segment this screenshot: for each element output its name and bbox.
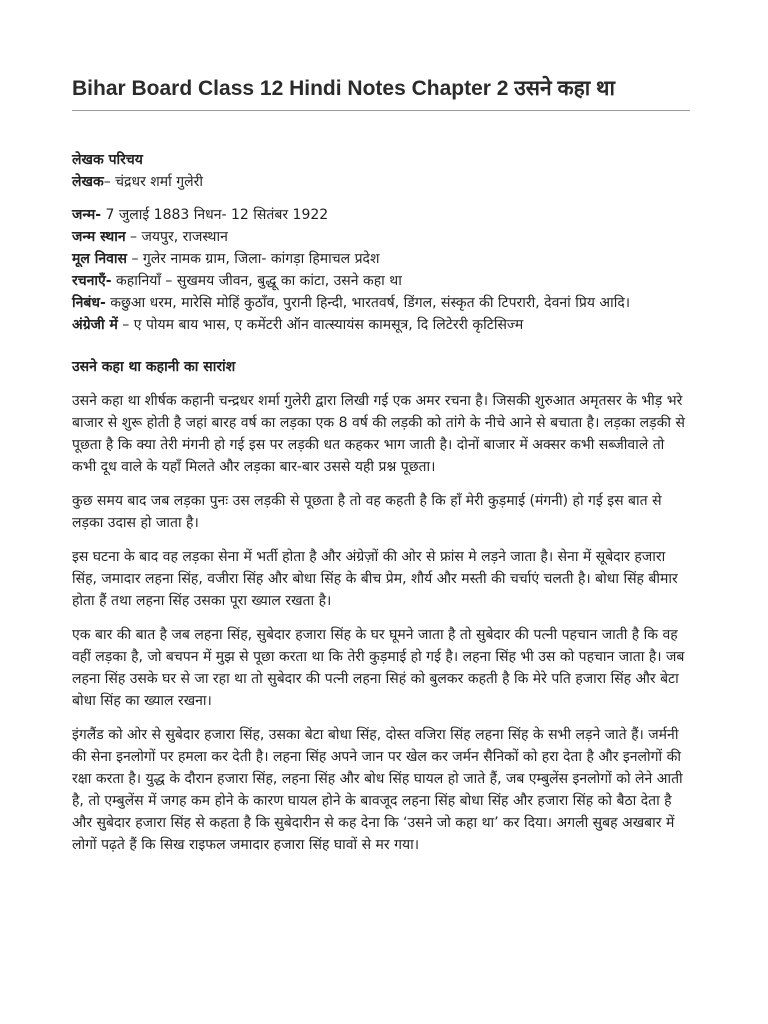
essays-label: निबंध- xyxy=(72,295,106,311)
summary-paragraph: कुछ समय बाद जब लड़का पुनः उस लड़की से पूछता है तो वह कहती है कि हाँ मेरी कुड़माई (मंगनी) हो गई इस बात से लड़का उदास हो जाता है। xyxy=(72,493,662,531)
native-value: – गुलेर नामक ग्राम, जिला- कांगड़ा हिमाचल प्रदेश xyxy=(127,251,380,267)
summary-heading: उसने कहा था कहानी का सारांश xyxy=(72,359,236,375)
document-page xyxy=(72,0,690,868)
native-line xyxy=(72,248,690,270)
birthplace-value: – जयपुर, राजस्थान xyxy=(125,229,228,245)
title-divider xyxy=(72,110,690,111)
birth-label: जन्म- xyxy=(72,207,102,223)
page-title: Bihar Board Class 12 Hindi Notes Chapter 2 उसने कहा था xyxy=(72,77,615,100)
birthplace-line xyxy=(72,226,690,248)
summary-paragraph: इंगलैंड को ओर से सुबेदार हजारा सिंह, उसका बेटा बोधा सिंह, दोस्त वजिरा सिंह लहना सिंह के सभी लड़ने जाते हैं। जर्मनी की सेना इनलोगों पर हमला कर देती है। लहना सिंह अपने जान पर खेल कर जर्मन सैनिकों को हरा देता है और इनलोगों की रक्षा करता है। युद्ध के दौरान हजारा सिंह, लहना सिंह और बोध सिंह घायल हो जाते हैं, जब एम्बुलेंस इनलोगों को लेने आती है, तो एम्बुलेंस में जगह कम होने के कारण घायल होने के बावजूद लहना सिंह बोधा सिंह और हजारा सिंह को बैठा देता है और सुबेदार हजारा सिंह से कहता है कि सुबेदारीन से कह देना कि ‘उसने जो कहा था’ कर दिया। अगली सुबह अखबार में लोगों पढ़ते हैं कि सिख राइफल जमादार हजारा सिंह घावों से मर गया। xyxy=(72,727,683,853)
birthplace-label: जन्म स्थान xyxy=(72,229,126,245)
works-value: कहानियाँ – सुखमय जीवन, बुद्धू का कांटा, उसने कहा था xyxy=(111,273,402,289)
author-line xyxy=(72,171,690,193)
works-line xyxy=(72,270,690,292)
summary-paragraph: एक बार की बात है जब लहना सिंह, सुबेदार हजारा सिंह के घर घूमने जाता है तो सुबेदार की पत्नी पहचान जाती है कि वह वहीं लड़का है, जो बचपन में मुझ से पूछा करता था कि तेरी कुड़माई हो गई है। लहना सिंह भी उस को पहचान जाता है। जब लहना सिंह उसके घर से जा रहा था तो सुबेदार की पत्नी लहना सिहं को बुलकर कहती है कि मेरे पति हजारा सिंह और बेटा बोधा सिंह का ख्याल रखना। xyxy=(72,627,685,709)
works-label: रचनाएँ- xyxy=(72,273,112,289)
birth-value: 7 जुलाई 1883 निधन- 12 सितंबर 1922 xyxy=(101,207,329,223)
english-value: – ए पोयम बाय भास, ए कमेंटरी ऑन वात्स्यायंस कामसूत्र, दि लिटेररी कृटिसिज्म xyxy=(117,317,524,333)
author-intro xyxy=(72,149,690,336)
summary-body xyxy=(72,390,690,856)
spacer xyxy=(72,193,690,204)
intro-heading: लेखक परिचय xyxy=(72,152,143,168)
essays-value: कछुआ धरम, मारेसि मोहिं कुठाँव, पुरानी हिन्दी, भारतवर्ष, डिंगल, संस्कृत की टिपरारी, देवनां प्रिय आदि। xyxy=(105,295,631,311)
author-label: लेखक xyxy=(72,174,104,190)
summary-paragraph: उसने कहा था शीर्षक कहानी चन्द्रधर शर्मा गुलेरी द्वारा लिखी गई एक अमर रचना है। जिसकी शुरुआत अमृतसर के भीड़ भरे बाजार से शुरू होती है जहां बारह वर्ष का लड़का एक 8 वर्ष की लड़की को तांगे के नीचे आने से बचाता है। लड़का लड़की से पूछता है कि क्या तेरी मंगनी हो गई इस पर लड़की धत कहकर भाग जाती है। दोनों बाजार में अक्सर कभी सब्जीवाले तो कभी दूध वाले के यहाँ मिलते और लड़का बार-बार उससे यही प्रश्न पूछता। xyxy=(72,393,685,475)
english-label: अंग्रेजी में xyxy=(72,317,118,333)
native-label: मूल निवास xyxy=(72,251,128,267)
summary-paragraph: इस घटना के बाद वह लड़का सेना में भर्ती होता है और अंग्रेज़ों की ओर से फ्रांस मे लड़ने जाता है। सेना में सूबेदार हजारा सिंह, जमादार लहना सिंह, वजीरा सिंह और बोधा सिंह के बीच प्रेम, शौर्य और मस्ती की चर्चाएं चलती है। बोधा सिंह बीमार होता हैं तथा लहना सिंह उसका पूरा ख्याल रखता है। xyxy=(72,549,678,609)
author-value: – चंद्रधर शर्मा गुलेरी xyxy=(103,174,203,190)
essays-line xyxy=(72,292,690,314)
english-line xyxy=(72,314,690,336)
birth-line xyxy=(72,204,690,226)
